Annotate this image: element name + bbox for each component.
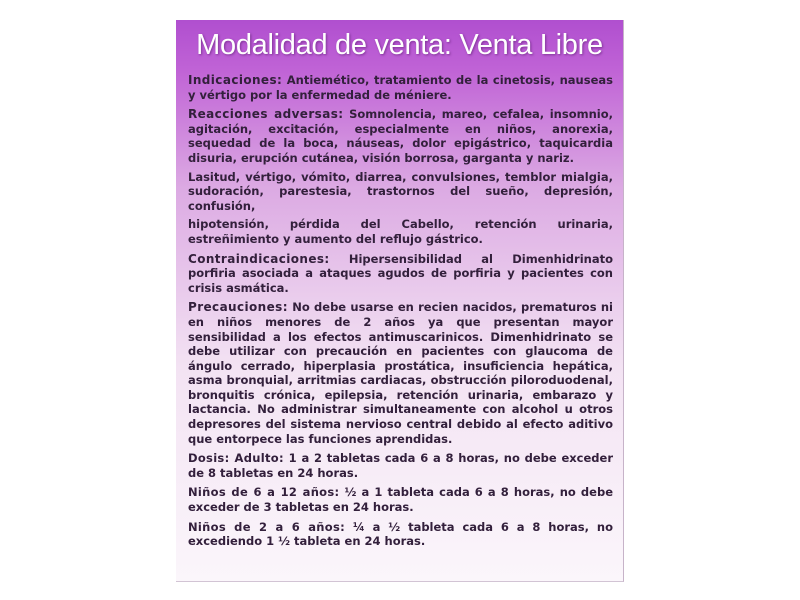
dosis-ninos-6-12-text: ½ a 1 tableta cada 6 a 8 horas, no debe exceder de 3 tabletas en 24 horas. bbox=[188, 485, 613, 515]
indicaciones-text: Antiemético, tratamiento de la cinetosis, nauseas y vértigo por la enfermedad de méniere. bbox=[188, 73, 613, 102]
precauciones-text: No debe usarse en recien nacidos, prematuros ni en niños menores de 2 años ya que presentan mayor sensibilidad a los efectos antimuscarinicos. Dimenhidrinato se debe utilizar con precaución en pacientes con glaucoma de ángulo cerrado, hiperplasia prostática, insuficiencia hepática, asma bronquial, arritmias cardiacas, obstrucción piloroduodenal, bronquitis crónica, epilepsia, retención urinaria, embarazo y lactancia. No administrar simultaneamente con alcohol u otros depresores del sistema nervioso central debido al efecto aditivo que entorpece las funciones aprendidas. bbox=[188, 300, 613, 446]
sale-modality-banner bbox=[176, 20, 623, 70]
leaflet-text bbox=[176, 70, 623, 549]
dosis-ninos-2-6-text: ¼ a ½ tableta cada 6 a 8 horas, no excediendo 1 ½ tableta en 24 horas. bbox=[188, 519, 613, 549]
reacciones-text-2: Lasitud, vértigo, vómito, diarrea, convulsiones, temblor mialgia, sudoración, parestesia, trastornos del sueño, depresión, confusión, bbox=[188, 169, 613, 213]
contraindicaciones-text: Hipersensibilidad al Dimenhidrinato porfiria asociada a ataques agudos de porfiria y pacientes con crisis asmática. bbox=[188, 251, 613, 295]
indicaciones-section bbox=[188, 73, 613, 102]
dosis-ninos-2-6 bbox=[188, 520, 613, 549]
dosis-ninos-6-12-heading: Niños de 6 a 12 años: bbox=[188, 485, 340, 500]
dosis-adulto-text: 1 a 2 tabletas cada 6 a 8 horas, no debe exceder de 8 tabletas en 24 horas. bbox=[188, 451, 613, 480]
product-info-panel bbox=[176, 20, 624, 582]
reacciones-section bbox=[188, 107, 613, 165]
precauciones-section bbox=[188, 300, 613, 446]
contraindicaciones-heading: Contraindicaciones: bbox=[188, 251, 330, 266]
dosis-ninos-2-6-heading: Niños de 2 a 6 años: bbox=[188, 519, 345, 534]
sale-modality-title: Modalidad de venta: Venta Libre bbox=[196, 29, 603, 61]
reacciones-heading: Reacciones adversas: bbox=[188, 107, 344, 122]
reacciones-text: Somnolencia, mareo, cefalea, insomnio, agitación, excitación, especialmente en niños, anorexia, sequedad de la boca, náuseas, dolor epigástrico, taquicardia disuria, erupción cutánea, visión borrosa, garganta y nariz. bbox=[188, 107, 613, 165]
indicaciones-heading: Indicaciones: bbox=[188, 73, 283, 87]
contraindicaciones-section bbox=[188, 252, 613, 296]
dosis-ninos-6-12 bbox=[188, 485, 613, 514]
dosis-adulto-heading: Dosis: Adulto: bbox=[188, 451, 284, 466]
dosis-adulto bbox=[188, 451, 613, 480]
reacciones-text-3: hipotensión, pérdida del Cabello, retención urinaria, estreñimiento y aumento del reflujo gástrico. bbox=[188, 217, 613, 246]
precauciones-heading: Precauciones: bbox=[188, 300, 288, 315]
